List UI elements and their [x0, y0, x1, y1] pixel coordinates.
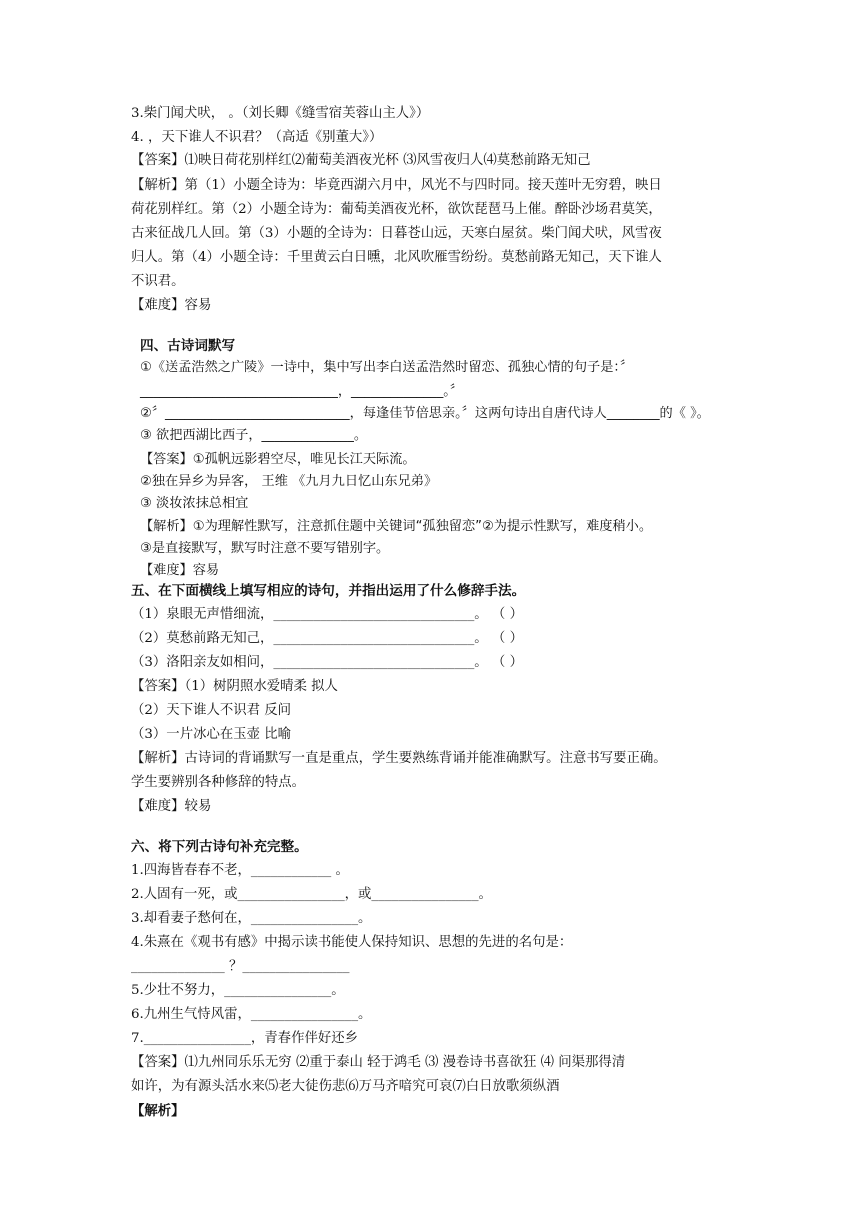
question-line: ①《送孟浩然之广陵》一诗中，集中写出李白送孟浩然时留恋、孤独心情的句子是：〞 [140, 360, 634, 375]
question-line: ______________ ？________________ [131, 959, 350, 974]
section-5-heading: 五、在下面横线上填写相应的诗句，并指出运用了什么修辞手法。 [131, 583, 526, 599]
answer-line: 【答案】⑴映日荷花别样红⑵葡萄美酒夜光杯 ⑶风雪夜归人⑷莫愁前路无知己 [131, 153, 591, 168]
question-3: 3.柴门闻犬吠， 。（刘长卿《缝雪宿芙蓉山主人》） [131, 106, 430, 121]
question-line: 1.四海皆春春不老，____________ 。 [131, 863, 349, 878]
question-4: 4. ，天下谁人不识君？（高适《别董大》） [131, 130, 383, 145]
watermark [506, 396, 774, 615]
question-line: ②〞____________________________，每逢佳节倍思亲。〞这两句诗出自唐代诗人________的《 》。 [140, 406, 710, 421]
answer-line: 如许，为有源头活水来⑸老大徒伤悲⑹万马齐喑究可哀⑺白日放歌须纵酒 [131, 1079, 560, 1094]
answer-line: 【答案】①孤帆远影碧空尽，唯见长江天际流。 [140, 452, 416, 467]
question-line: （3）洛阳亲友如相问，______________________________。 （ ） [131, 655, 523, 670]
section-6-heading: 六、将下列古诗句补充完整。 [131, 839, 308, 855]
answer-line: 【答案】⑴九州同乐乐无穷 ⑵重于泰山 轻于鸿毛 ⑶ 漫卷诗书喜欲狂 ⑷ 问渠那得清 [131, 1055, 626, 1070]
answer-line: ②独在异乡为异客， 王维 《九月九日忆山东兄弟》 [140, 474, 438, 489]
analysis-line: 归人。第（4）小题全诗：千里黄云白日曛，北风吹雁雪纷纷。莫愁前路无知己，天下谁人 [131, 250, 662, 265]
difficulty-line: 【难度】容易 [140, 563, 220, 578]
difficulty-line: 【难度】较易 [131, 799, 212, 814]
question-line: （1）泉眼无声惜细流，______________________________。 （ ） [131, 607, 523, 622]
analysis-label: 【解析】 [131, 1103, 185, 1119]
answer-line: ③ 淡妆浓抹总相宜 [140, 496, 249, 511]
answer-line: （2）天下谁人不识君 反问 [131, 703, 292, 718]
question-line: 4.朱熹在《观书有感》中揭示读书能使人保持知识、思想的先进的名句是： [131, 935, 573, 950]
analysis-line: 【解析】第（1）小题全诗为：毕竟西湖六月中，风光不与四时同。接天莲叶无穷碧，映日 [131, 178, 662, 193]
analysis-line: 荷花别样红。第（2）小题全诗为：葡萄美酒夜光杯，欲饮琵琶马上催。醉卧沙场君莫笑， [131, 202, 662, 217]
analysis-line: 不识君。 [131, 274, 185, 289]
question-line: 6.九州生气恃风雷，________________。 [131, 1007, 372, 1022]
question-line: 2.人固有一死，或________________，或________________。 [131, 887, 492, 902]
question-line: 5.少壮不努力，________________。 [131, 983, 345, 998]
section-4-heading: 四、古诗词默写 [140, 338, 236, 354]
analysis-line: 【解析】古诗词的背诵默写一直是重点，学生要熟练背诵并能准确默写。注意书写要正确。 [131, 751, 667, 766]
question-line: 7.________________，青春作伴好还乡 [131, 1031, 359, 1046]
answer-line: 【答案】（1）树阴照水爱晴柔 拟人 [131, 679, 338, 694]
analysis-line: 学生要辨别各种修辞的特点。 [131, 775, 306, 790]
analysis-line: 【解析】①为理解性默写，注意抓住题中关键词“孤独留恋”②为提示性默写，难度稍小。 [140, 519, 653, 534]
analysis-line: ③是直接默写，默写时注意不要写错别字。 [140, 541, 390, 556]
answer-line: （3）一片冰心在玉壶 比喻 [131, 727, 292, 742]
question-line: ③ 欲把西湖比西子，______________。 [140, 428, 368, 443]
difficulty-line: 【难度】容易 [131, 298, 212, 313]
analysis-line: 古来征战几人回。第（3）小题的全诗为：日暮苍山远，天寒白屋贫。柴门闻犬吠，风雪夜 [131, 226, 662, 241]
question-line: 3.却看妻子愁何在，________________。 [131, 911, 372, 926]
question-line: （2）莫愁前路无知己，______________________________。 （ ） [131, 631, 523, 646]
question-line: ______________________________，______________。〞 [140, 384, 464, 399]
